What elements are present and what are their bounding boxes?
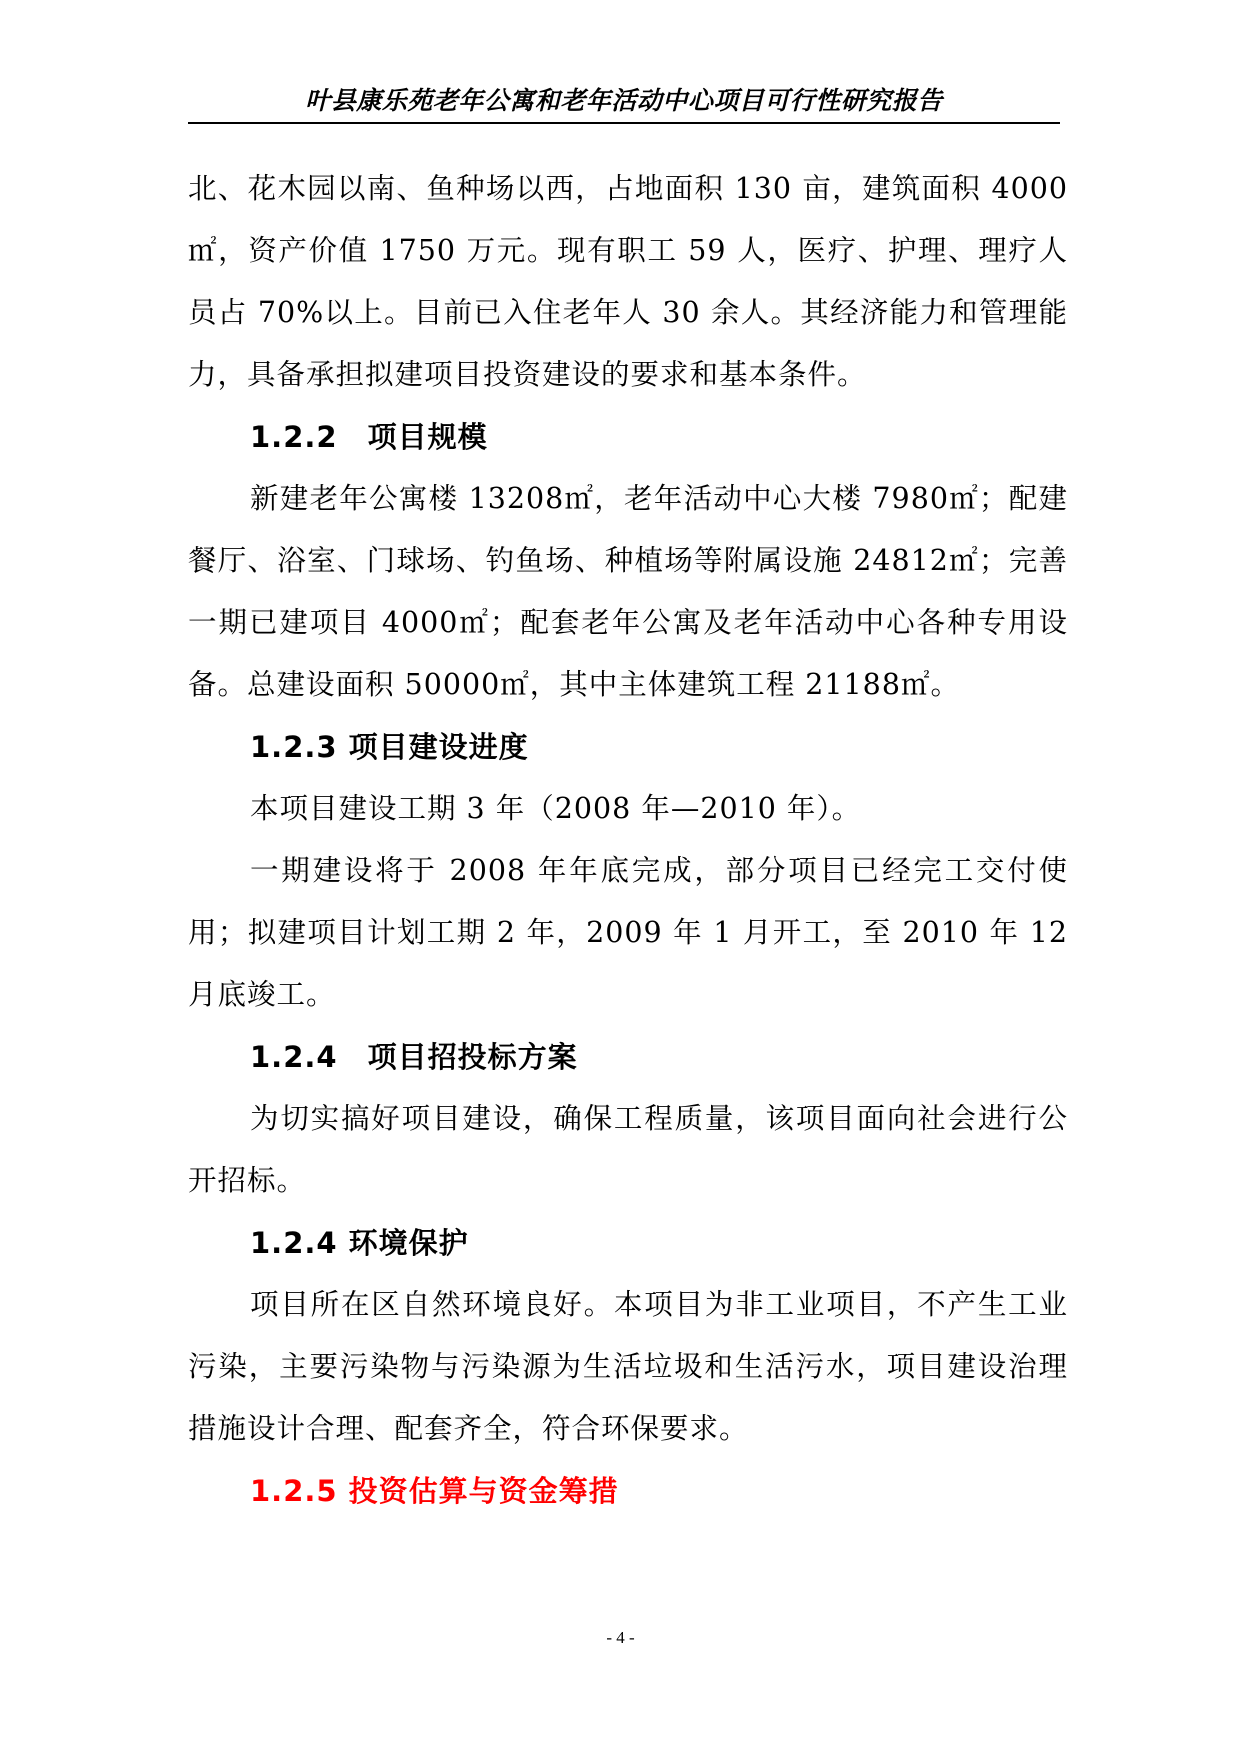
paragraph-intro: 北、花木园以南、鱼种场以西，占地面积 130 亩，建筑面积 4000㎡，资产价值 1750 万元。现有职工 59 人，医疗、护理、理疗人员占 70%以上。目前已入住老年人 30 余人。其经济能力和管理能力，具备承担拟建项目投资建设的要求和基本条件。: [188, 172, 1068, 391]
paragraph-bidding-plan: 为切实搞好项目建设，确保工程质量，该项目面向社会进行公开招标。: [188, 1102, 1068, 1197]
heading-construction-schedule: 1.2.3 项目建设进度: [250, 730, 529, 764]
page-header: [188, 86, 1060, 124]
paragraph-environmental-protection: 项目所在区自然环境良好。本项目为非工业项目，不产生工业污染，主要污染物与污染源为生活垃圾和生活污水，项目建设治理措施设计合理、配套齐全，符合环保要求。: [188, 1288, 1068, 1445]
heading-project-scale: 1.2.2 项目规模: [250, 420, 488, 454]
paragraph-project-scale: 新建老年公寓楼 13208㎡，老年活动中心大楼 7980㎡；配建餐厅、浴室、门球场、钓鱼场、种植场等附属设施 24812㎡；完善一期已建项目 4000㎡；配套老年公寓及老年活动中心各种专用设备。总建设面积 50000㎡，其中主体建筑工程 21188㎡。: [188, 482, 1068, 701]
heading-environmental-protection: 1.2.4 环境保护: [250, 1226, 469, 1260]
page-number: - 4 -: [606, 1628, 635, 1647]
heading-bidding-plan: 1.2.4 项目招投标方案: [250, 1040, 578, 1074]
document-body: [188, 158, 1068, 1522]
report-title: 叶县康乐苑老年公寓和老年活动中心项目可行性研究报告: [305, 86, 943, 115]
paragraph-schedule-period: 本项目建设工期 3 年（2008 年—2010 年）。: [250, 792, 862, 825]
heading-investment-estimate: 1.2.5 投资估算与资金筹措: [250, 1474, 619, 1508]
paragraph-schedule-detail: 一期建设将于 2008 年年底完成，部分项目已经完工交付使用；拟建项目计划工期 2 年，2009 年 1 月开工，至 2010 年 12 月底竣工。: [188, 854, 1068, 1011]
